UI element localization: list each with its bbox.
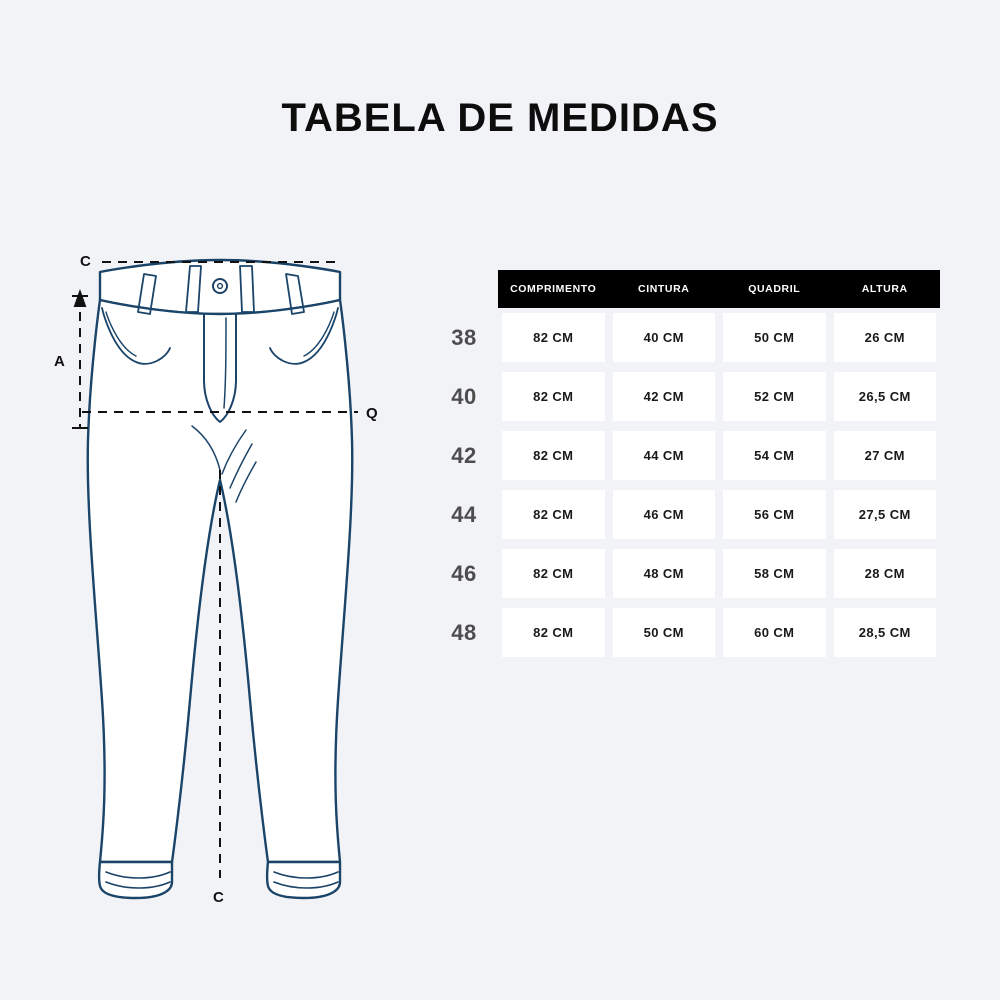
column-header-quadril: QUADRIL [748,283,801,295]
cell-altura: 28 CM [834,549,937,598]
cell-cintura: 46 CM [613,490,716,539]
cell-cintura: 44 CM [613,431,716,480]
cell-quadril: 54 CM [723,431,826,480]
size-label: 44 [451,501,477,527]
cell-altura: 27 CM [834,431,937,480]
table-row [430,426,940,485]
cell-comprimento: 82 CM [502,372,605,421]
label-q-right: Q [366,405,378,422]
cell-quadril: 56 CM [723,490,826,539]
cell-cintura: 42 CM [613,372,716,421]
row-values [498,603,940,662]
cell-quadril: 52 CM [723,372,826,421]
cell-comprimento: 82 CM [502,313,605,362]
size-label: 42 [451,442,477,468]
cell-cintura: 40 CM [613,313,716,362]
size-label: 40 [451,383,477,409]
table-header [498,270,940,308]
cell-quadril: 50 CM [723,313,826,362]
cell-comprimento: 82 CM [502,490,605,539]
table-row [430,367,940,426]
row-values [498,308,940,367]
table-row [430,544,940,603]
pants-illustration [40,230,440,920]
cell-comprimento: 82 CM [502,431,605,480]
label-a-left: A [54,353,65,370]
table-header-row [430,270,940,308]
measurements-table [430,270,940,662]
cell-quadril: 58 CM [723,549,826,598]
cell-altura: 26 CM [834,313,937,362]
cell-cintura: 50 CM [613,608,716,657]
row-values [498,426,940,485]
size-label: 46 [451,560,477,586]
cell-altura: 27,5 CM [834,490,937,539]
cell-altura: 28,5 CM [834,608,937,657]
column-header-altura: ALTURA [861,283,908,295]
size-label: 38 [451,324,477,350]
column-header-comprimento: COMPRIMENTO [510,283,597,295]
column-header-cintura: CINTURA [638,283,690,295]
table-row [430,485,940,544]
size-label: 48 [451,619,477,645]
cell-cintura: 48 CM [613,549,716,598]
table-row [430,603,940,662]
row-values [498,367,940,426]
cell-altura: 26,5 CM [834,372,937,421]
row-values [498,485,940,544]
cell-comprimento: 82 CM [502,608,605,657]
label-c-top: C [80,253,91,270]
table-row [430,308,940,367]
cell-quadril: 60 CM [723,608,826,657]
page-title: TABELA DE MEDIDAS [281,96,719,140]
row-values [498,544,940,603]
label-c-bottom: C [213,889,224,906]
cell-comprimento: 82 CM [502,549,605,598]
